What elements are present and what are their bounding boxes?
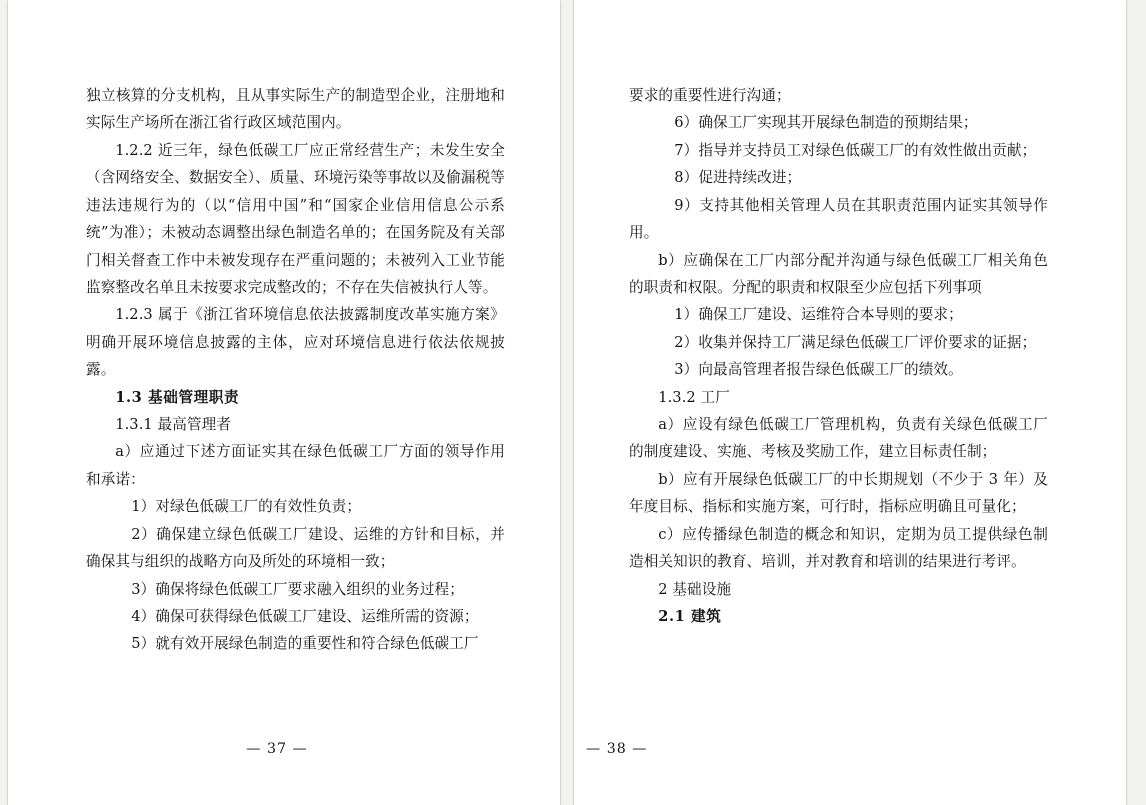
paragraph: 2）收集并保持工厂满足绿色低碳工厂评价要求的证据； bbox=[674, 333, 1037, 351]
paragraph: 1）确保工厂建设、运维符合本导则的要求； bbox=[674, 306, 963, 324]
paragraph: 1.3.2 工厂 bbox=[658, 388, 730, 406]
paragraph: a）应通过下述方面证实其在绿色低碳工厂方面的领导作用和承诺： bbox=[86, 443, 505, 488]
paragraph: 独立核算的分支机构，且从事实际生产的制造型企业，注册地和实际生产场所在浙江省行政区域范围内。 bbox=[86, 87, 505, 132]
page-body-right bbox=[629, 82, 1048, 722]
paragraph: 6）确保工厂实现其开展绿色制造的预期结果； bbox=[674, 114, 978, 132]
paragraph: 5）就有效开展绿色制造的重要性和符合绿色低碳工厂 bbox=[131, 635, 479, 653]
document-page-left bbox=[8, 0, 560, 805]
paragraph: c）应传播绿色制造的概念和知识，定期为员工提供绿色制造相关知识的教育、培训，并对教育和培训的结果进行考评。 bbox=[629, 525, 1048, 571]
paragraph: 4）确保可获得绿色低碳工厂建设、运维所需的资源； bbox=[131, 608, 479, 626]
paragraph: 3）确保将绿色低碳工厂要求融入组织的业务过程； bbox=[131, 580, 464, 598]
paragraph: b）应确保在工厂内部分配并沟通与绿色低碳工厂相关角色的职责和权限。分配的职责和权限至少应包括下列事项 bbox=[629, 251, 1048, 296]
document-page-right bbox=[574, 0, 1126, 805]
paragraph: 7）指导并支持员工对绿色低碳工厂的有效性做出贡献； bbox=[674, 141, 1037, 159]
paragraph: 3）向最高管理者报告绿色低碳工厂的绩效。 bbox=[674, 361, 963, 379]
paragraph: 1.3.1 最高管理者 bbox=[115, 416, 232, 434]
page-body-left bbox=[86, 82, 505, 722]
paragraph: a）应设有绿色低碳工厂管理机构，负责有关绿色低碳工厂的制度建设、实施、考核及奖励工作，建立目标责任制； bbox=[629, 416, 1048, 461]
paragraph: 9）支持其他相关管理人员在其职责范围内证实其领导作用。 bbox=[629, 196, 1048, 242]
section-heading: 2.1 建筑 bbox=[658, 608, 722, 626]
page-number-left: — 37 — bbox=[246, 741, 308, 757]
paragraph: 2 基础设施 bbox=[658, 580, 732, 598]
paragraph: 8）促进持续改进； bbox=[674, 169, 802, 187]
page-number-right: — 38 — bbox=[586, 741, 648, 757]
paragraph: 1）对绿色低碳工厂的有效性负责； bbox=[131, 498, 362, 516]
section-heading: 1.3 基础管理职责 bbox=[115, 388, 240, 406]
paragraph: 1.2.2 近三年，绿色低碳工厂应正常经营生产；未发生安全（含网络安全、数据安全）、质量、环境污染等事故以及偷漏税等违法违规行为的（以“信用中国”和“国家企业信用信息公示系统”为准）；未被动态调整出绿色制造名单的；在国务院及有关部门相关督查工作中未被发现存在严重问题的；未被列入工业节能监察整改名单且未按要求完成整改的；不存在失信被执行人等。 bbox=[86, 141, 505, 296]
paragraph: 2）确保建立绿色低碳工厂建设、运维的方针和目标，并确保其与组织的战略方向及所处的环境相一致； bbox=[86, 525, 505, 571]
paragraph: b）应有开展绿色低碳工厂的中长期规划（不少于 3 年）及年度目标、指标和实施方案，可行时，指标应明确且可量化； bbox=[629, 470, 1048, 516]
paragraph: 要求的重要性进行沟通； bbox=[629, 87, 791, 104]
paragraph: 1.2.3 属于《浙江省环境信息依法披露制度改革实施方案》明确开展环境信息披露的主体，应对环境信息进行依法依规披露。 bbox=[86, 306, 505, 379]
